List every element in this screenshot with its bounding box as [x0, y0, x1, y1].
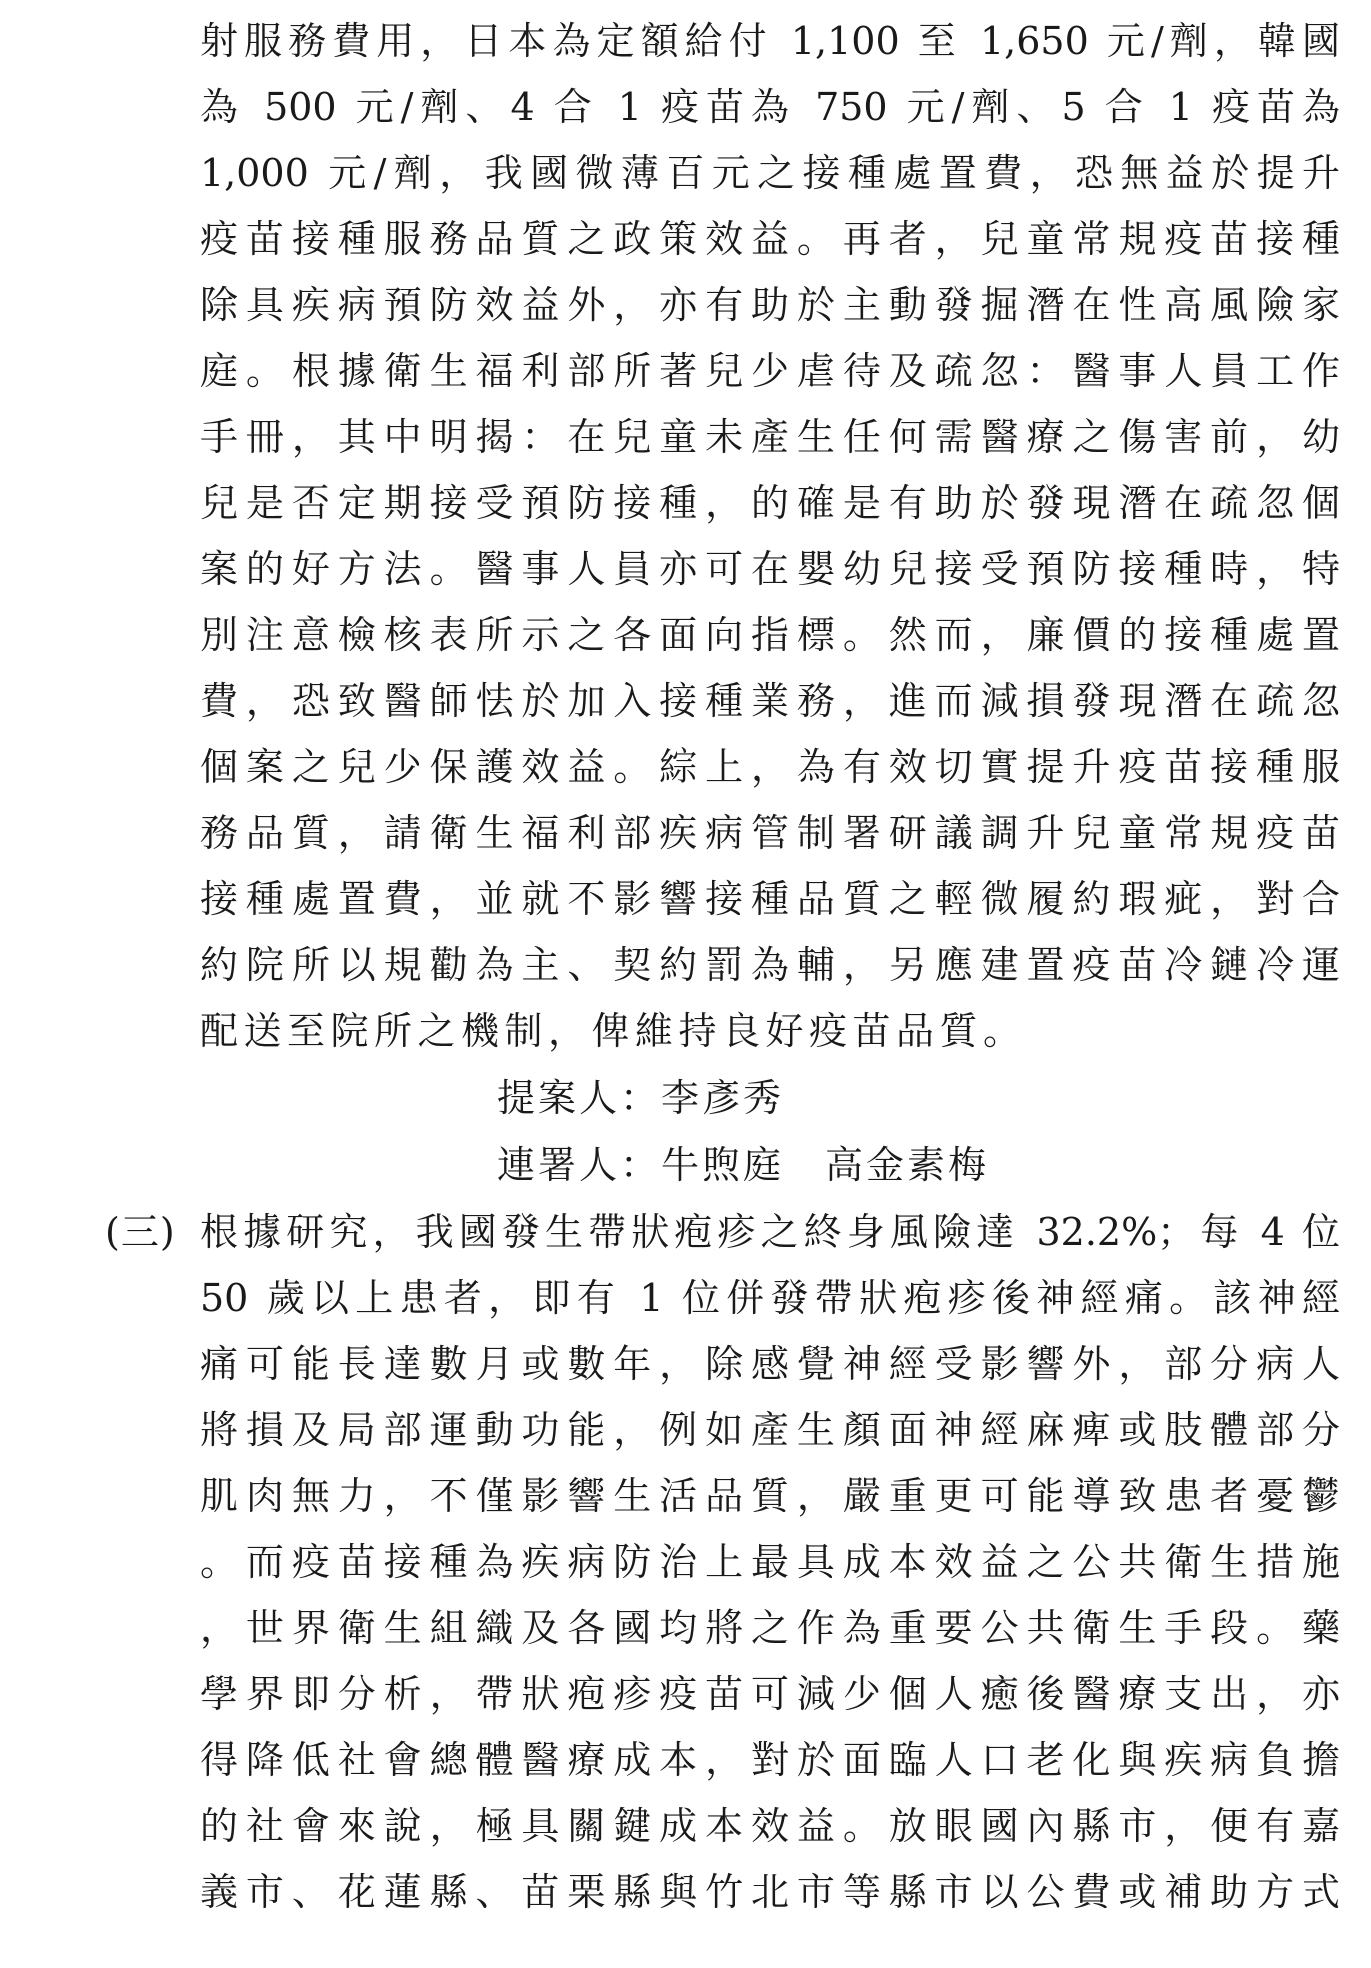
body-text-line: 學界即分析，帶狀疱疹疫苗可減少個人癒後醫療支出，亦 [200, 1672, 1340, 1716]
body-text-line: 根據研究，我國發生帶狀疱疹之終身風險達 32.2%；每 4 位 [200, 1210, 1340, 1254]
body-text-line: 手冊，其中明揭：在兒童未產生任何需醫療之傷害前，幼 [200, 415, 1340, 459]
body-text-line: 疫苗接種服務品質之政策效益。再者，兒童常規疫苗接種 [200, 217, 1340, 261]
body-text-line: 50 歲以上患者，即有 1 位併發帶狀疱疹後神經痛。該神經 [200, 1276, 1340, 1320]
body-text-line: 的社會來說，極具關鍵成本效益。放眼國內縣市，便有嘉 [200, 1804, 1340, 1848]
body-text-line: 為 500 元/劑、4 合 1 疫苗為 750 元/劑、5 合 1 疫苗為 [200, 85, 1340, 129]
body-text-line: 1,000 元/劑，我國微薄百元之接種處置費，恐無益於提升 [200, 151, 1340, 195]
body-text-line: 將損及局部運動功能，例如產生顏面神經麻痺或肢體部分 [200, 1408, 1340, 1452]
body-text-line: 兒是否定期接受預防接種，的確是有助於發現潛在疏忽個 [200, 481, 1340, 525]
body-text-line: 務品質，請衛生福利部疾病管制署研議調升兒童常規疫苗 [200, 811, 1340, 855]
body-text-line: 庭。根據衛生福利部所著兒少虐待及疏忽：醫事人員工作 [200, 349, 1340, 393]
body-text-line: 配送至院所之機制，俾維持良好疫苗品質。 [200, 1009, 1027, 1053]
body-text-line: 別注意檢核表所示之各面向指標。然而，廉價的接種處置 [200, 613, 1340, 657]
body-text-line: 除具疾病預防效益外，亦有助於主動發掘潛在性高風險家 [200, 283, 1340, 327]
body-text-line: 費，恐致醫師怯於加入接種業務，進而減損發現潛在疏忽 [200, 679, 1340, 723]
paragraph-number: (三) [105, 1210, 176, 1254]
body-text-line: ，世界衛生組織及各國均將之作為重要公共衛生手段。藥 [200, 1606, 1340, 1650]
body-text-line: 痛可能長達數月或數年，除感覺神經受影響外，部分病人 [200, 1342, 1340, 1386]
body-text-line: 義市、花蓮縣、苗栗縣與竹北市等縣市以公費或補助方式 [200, 1870, 1340, 1914]
cosigner-signature: 連署人：牛煦庭 高金素梅 [497, 1143, 990, 1187]
body-text-line: 個案之兒少保護效益。綜上，為有效切實提升疫苗接種服 [200, 745, 1340, 789]
body-text-line: 。而疫苗接種為疾病防治上最具成本效益之公共衛生措施 [200, 1540, 1340, 1584]
proposer-signature: 提案人：李彥秀 [497, 1076, 785, 1120]
body-text-line: 約院所以規勸為主、契約罰為輔，另應建置疫苗冷鏈冷運 [200, 943, 1340, 987]
body-text-line: 射服務費用，日本為定額給付 1,100 至 1,650 元/劑，韓國 [200, 19, 1340, 63]
body-text-line: 案的好方法。醫事人員亦可在嬰幼兒接受預防接種時，特 [200, 547, 1340, 591]
body-text-line: 得降低社會總體醫療成本，對於面臨人口老化與疾病負擔 [200, 1738, 1340, 1782]
body-text-line: 肌肉無力，不僅影響生活品質，嚴重更可能導致患者憂鬱 [200, 1474, 1340, 1518]
body-text-line: 接種處置費，並就不影響接種品質之輕微履約瑕疵，對合 [200, 877, 1340, 921]
